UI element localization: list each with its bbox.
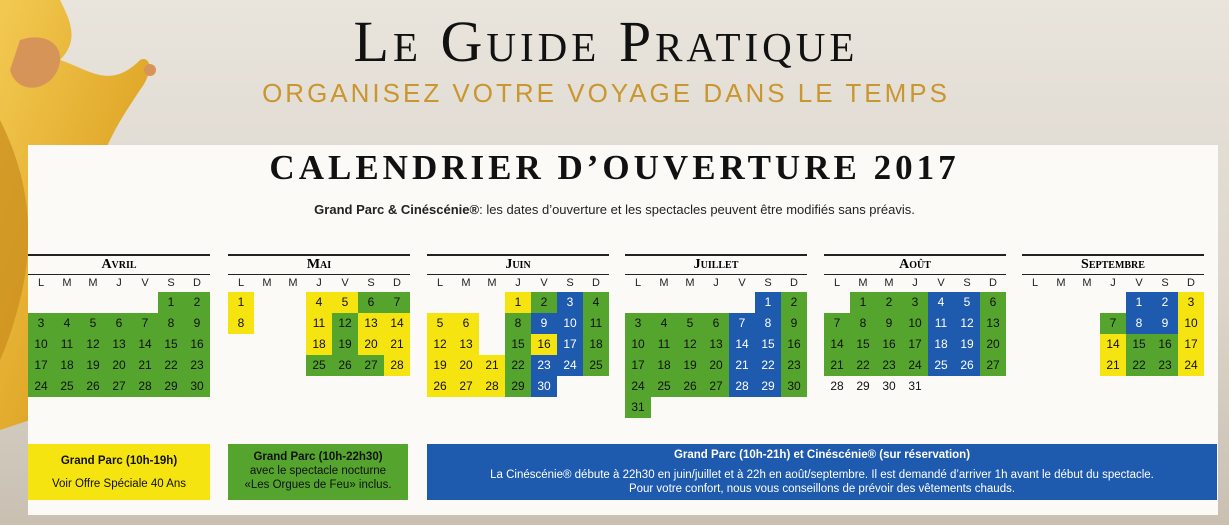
- empty-cell: [1074, 292, 1100, 313]
- month-name: Septembre: [1022, 254, 1204, 275]
- calendar-title: CALENDRIER D’OUVERTURE 2017: [269, 148, 960, 187]
- day-cell: 20: [453, 355, 479, 376]
- day-cell: 25: [583, 355, 609, 376]
- day-cell: 27: [703, 376, 729, 397]
- weekday-header: [28, 275, 210, 292]
- day-cell: 30: [781, 376, 807, 397]
- day-cell: 27: [980, 355, 1006, 376]
- day-cell: 10: [902, 313, 928, 334]
- empty-cell: [254, 334, 280, 355]
- legend-green-head: Grand Parc (10h-22h30): [253, 451, 383, 463]
- day-cell: 30: [531, 376, 557, 397]
- day-cell: 2: [184, 292, 210, 313]
- weekday-label: J: [116, 277, 122, 289]
- day-cell: 13: [703, 334, 729, 355]
- empty-cell: [1100, 376, 1126, 397]
- weekday-label: D: [1187, 277, 1195, 289]
- empty-cell: [625, 292, 651, 313]
- day-cell: 26: [80, 376, 106, 397]
- day-cell: 9: [876, 313, 902, 334]
- day-cell: 27: [106, 376, 132, 397]
- weekday-label: V: [738, 277, 746, 289]
- day-cell: 27: [358, 355, 384, 376]
- weekday-label: L: [237, 277, 245, 289]
- day-cell: 8: [755, 313, 781, 334]
- empty-cell: [132, 292, 158, 313]
- notice-text: : les dates d’ouverture et les spectacles peuvent être modifiés sans préavis.: [479, 202, 915, 217]
- empty-cell: [80, 292, 106, 313]
- day-cell: 26: [954, 355, 980, 376]
- weekday-label: D: [790, 277, 798, 289]
- empty-cell: [1048, 376, 1074, 397]
- day-cell: 11: [583, 313, 609, 334]
- day-cell: 28: [384, 355, 410, 376]
- weekday-label: M: [884, 277, 894, 289]
- day-cell: 24: [625, 376, 651, 397]
- day-cell: 24: [557, 355, 583, 376]
- day-cell: 25: [651, 376, 677, 397]
- month-juillet: [625, 254, 807, 418]
- day-cell: 1: [1126, 292, 1152, 313]
- day-cell: 21: [824, 355, 850, 376]
- weekday-label: D: [989, 277, 997, 289]
- empty-cell: [28, 292, 54, 313]
- day-cell: 14: [1100, 334, 1126, 355]
- day-cell: 4: [583, 292, 609, 313]
- month-juin: [427, 254, 609, 397]
- day-cell: 11: [651, 334, 677, 355]
- weekday-header: [1022, 275, 1204, 292]
- empty-cell: [280, 292, 306, 313]
- day-cell: 26: [332, 355, 358, 376]
- empty-cell: [677, 292, 703, 313]
- day-cell: 6: [106, 313, 132, 334]
- day-cell: 12: [677, 334, 703, 355]
- day-cell: 18: [306, 334, 332, 355]
- calendar-notice: [0, 202, 1229, 217]
- weekday-label: D: [592, 277, 600, 289]
- day-cell: 31: [908, 379, 922, 393]
- page-subtitle: ORGANISEZ VOTRE VOYAGE DANS LE TEMPS: [262, 78, 950, 108]
- empty-cell: [651, 292, 677, 313]
- empty-cell: [1074, 376, 1100, 397]
- day-cell: 9: [1152, 313, 1178, 334]
- weekday-label: M: [62, 277, 72, 289]
- day-cell: 28: [830, 379, 844, 393]
- legend-green: [228, 444, 408, 500]
- day-cell: 16: [876, 334, 902, 355]
- day-cell: 21: [729, 355, 755, 376]
- empty-cell: [703, 292, 729, 313]
- day-cell: 14: [384, 313, 410, 334]
- weekday-label: S: [367, 277, 375, 289]
- empty-cell: [1048, 334, 1074, 355]
- day-cell: 8: [158, 313, 184, 334]
- empty-cell: [427, 292, 453, 313]
- empty-cell: [1022, 292, 1048, 313]
- weekday-label: L: [634, 277, 642, 289]
- weekday-label: M: [487, 277, 497, 289]
- day-cell: 18: [928, 334, 954, 355]
- day-cell: 25: [306, 355, 332, 376]
- day-cell: 3: [625, 313, 651, 334]
- day-grid: [228, 292, 410, 376]
- day-cell: 28: [132, 376, 158, 397]
- day-cell: 23: [531, 355, 557, 376]
- month-avril: [28, 254, 210, 397]
- legend-green-line2: «Les Orgues de Feu» inclus.: [244, 479, 392, 491]
- empty-cell: [479, 292, 505, 313]
- month-name: Juillet: [625, 254, 807, 275]
- weekday-label: D: [393, 277, 401, 289]
- day-cell: 22: [505, 355, 531, 376]
- day-cell: 25: [54, 376, 80, 397]
- weekday-label: V: [1135, 277, 1143, 289]
- month-name: Avril: [28, 254, 210, 275]
- weekday-label: M: [288, 277, 298, 289]
- weekday-header: [625, 275, 807, 292]
- weekday-header: [824, 275, 1006, 292]
- legend-blue-head: Grand Parc (10h-21h) et Cinéscénie® (sur réservation): [673, 449, 971, 461]
- day-cell: 21: [479, 355, 505, 376]
- day-cell: 5: [677, 313, 703, 334]
- weekday-label: L: [1031, 277, 1039, 289]
- empty-cell: [1126, 376, 1152, 397]
- empty-cell: [1074, 355, 1100, 376]
- day-cell: 4: [928, 292, 954, 313]
- day-cell: 12: [427, 334, 453, 355]
- weekday-label: J: [316, 277, 322, 289]
- legend-blue-line2: Pour votre confort, nous vous conseillons de prévoir des vêtements chauds.: [628, 483, 1016, 495]
- day-grid: [1022, 292, 1204, 397]
- day-cell: 22: [850, 355, 876, 376]
- day-cell: 16: [531, 334, 557, 355]
- day-cell: 5: [427, 313, 453, 334]
- weekday-label: L: [37, 277, 45, 289]
- day-cell: 12: [332, 313, 358, 334]
- day-cell: 10: [625, 334, 651, 355]
- weekday-label: J: [515, 277, 521, 289]
- day-cell: 9: [531, 313, 557, 334]
- weekday-label: J: [1110, 277, 1116, 289]
- day-cell: 19: [954, 334, 980, 355]
- day-cell: 17: [28, 355, 54, 376]
- day-cell: 7: [384, 292, 410, 313]
- day-cell: 20: [106, 355, 132, 376]
- weekday-label: L: [436, 277, 444, 289]
- day-cell: 18: [651, 355, 677, 376]
- day-cell: 30: [882, 379, 896, 393]
- day-cell: 15: [505, 334, 531, 355]
- empty-cell: [280, 313, 306, 334]
- weekday-label: D: [193, 277, 201, 289]
- legend-yellow-line: Voir Offre Spéciale 40 Ans: [51, 478, 187, 490]
- weekday-label: S: [764, 277, 772, 289]
- empty-cell: [479, 334, 505, 355]
- day-cell: 3: [902, 292, 928, 313]
- day-cell: 11: [54, 334, 80, 355]
- day-cell: 15: [1126, 334, 1152, 355]
- day-cell: 18: [54, 355, 80, 376]
- day-cell: 17: [625, 355, 651, 376]
- day-cell: 21: [132, 355, 158, 376]
- day-cell: 8: [850, 313, 876, 334]
- legend-blue: [427, 444, 1217, 500]
- day-cell: 22: [755, 355, 781, 376]
- day-cell: 20: [358, 334, 384, 355]
- empty-cell: [280, 334, 306, 355]
- empty-cell: [1074, 334, 1100, 355]
- day-grid: [625, 292, 807, 418]
- month-août: [824, 254, 1006, 397]
- day-cell: 6: [703, 313, 729, 334]
- day-cell: 3: [28, 313, 54, 334]
- day-cell: 29: [755, 376, 781, 397]
- weekday-label: M: [685, 277, 695, 289]
- empty-cell: [254, 355, 280, 376]
- legend-blue-line1: La Cinéscénie® débute à 22h30 en juin/juillet et à 22h en août/septembre. Il est demandé d’arriver 1h avant le début du spectacle.: [490, 469, 1154, 481]
- empty-cell: [106, 292, 132, 313]
- weekday-label: M: [858, 277, 868, 289]
- day-cell: 1: [850, 292, 876, 313]
- day-cell: 18: [583, 334, 609, 355]
- weekday-label: S: [167, 277, 175, 289]
- weekday-header: [228, 275, 410, 292]
- day-cell: 11: [306, 313, 332, 334]
- empty-cell: [1048, 313, 1074, 334]
- day-grid: [427, 292, 609, 397]
- day-cell: 13: [980, 313, 1006, 334]
- day-cell: 3: [1178, 292, 1204, 313]
- day-cell: 3: [557, 292, 583, 313]
- day-cell: 9: [781, 313, 807, 334]
- day-cell: 24: [1178, 355, 1204, 376]
- empty-cell: [54, 292, 80, 313]
- day-cell: 19: [332, 334, 358, 355]
- day-cell: 19: [427, 355, 453, 376]
- day-cell: 29: [158, 376, 184, 397]
- day-cell: 10: [1178, 313, 1204, 334]
- legend-yellow-head: Grand Parc (10h-19h): [60, 455, 178, 467]
- page-title: Le Guide Pratique: [353, 9, 859, 74]
- day-cell: 24: [902, 355, 928, 376]
- day-cell: 16: [184, 334, 210, 355]
- day-cell: 13: [358, 313, 384, 334]
- empty-cell: [1048, 355, 1074, 376]
- day-cell: 4: [54, 313, 80, 334]
- day-cell: 23: [781, 355, 807, 376]
- day-cell: 2: [876, 292, 902, 313]
- empty-cell: [1048, 292, 1074, 313]
- notice-bold: Grand Parc & Cinéscénie®: [314, 202, 480, 217]
- day-cell: 21: [1100, 355, 1126, 376]
- day-cell: 4: [651, 313, 677, 334]
- day-cell: 23: [876, 355, 902, 376]
- day-cell: 12: [80, 334, 106, 355]
- weekday-label: L: [833, 277, 841, 289]
- day-cell: 12: [954, 313, 980, 334]
- day-cell: 28: [479, 376, 505, 397]
- day-cell: 31: [625, 397, 651, 418]
- weekday-label: M: [659, 277, 669, 289]
- empty-cell: [228, 355, 254, 376]
- weekday-label: V: [540, 277, 548, 289]
- day-cell: 21: [384, 334, 410, 355]
- day-cell: 13: [453, 334, 479, 355]
- day-cell: 4: [306, 292, 332, 313]
- empty-cell: [1100, 292, 1126, 313]
- empty-cell: [479, 313, 505, 334]
- day-cell: 1: [158, 292, 184, 313]
- day-cell: 17: [1178, 334, 1204, 355]
- weekday-label: V: [937, 277, 945, 289]
- month-septembre: [1022, 254, 1204, 397]
- day-cell: 8: [228, 313, 254, 334]
- day-cell: 28: [729, 376, 755, 397]
- day-cell: 17: [557, 334, 583, 355]
- weekday-header: [427, 275, 609, 292]
- day-cell: 15: [850, 334, 876, 355]
- weekday-label: V: [141, 277, 149, 289]
- day-cell: 8: [1126, 313, 1152, 334]
- weekday-label: M: [1082, 277, 1092, 289]
- day-cell: 29: [856, 379, 870, 393]
- day-cell: 22: [1126, 355, 1152, 376]
- day-cell: 8: [505, 313, 531, 334]
- weekday-label: M: [461, 277, 471, 289]
- day-grid: [824, 292, 1006, 397]
- empty-cell: [453, 292, 479, 313]
- day-cell: 9: [184, 313, 210, 334]
- day-cell: 1: [228, 292, 254, 313]
- empty-cell: [824, 292, 850, 313]
- day-cell: 1: [755, 292, 781, 313]
- empty-cell: [1022, 355, 1048, 376]
- weekday-label: J: [713, 277, 719, 289]
- day-cell: 20: [703, 355, 729, 376]
- day-cell: 19: [677, 355, 703, 376]
- day-cell: 2: [531, 292, 557, 313]
- day-cell: 1: [505, 292, 531, 313]
- empty-cell: [1152, 376, 1178, 397]
- weekday-label: S: [566, 277, 574, 289]
- day-cell: 24: [28, 376, 54, 397]
- day-cell: 26: [677, 376, 703, 397]
- day-cell: 25: [928, 355, 954, 376]
- day-cell: 7: [132, 313, 158, 334]
- day-cell: 23: [184, 355, 210, 376]
- day-cell: 7: [729, 313, 755, 334]
- legend-yellow: [28, 444, 210, 500]
- empty-cell: [254, 313, 280, 334]
- empty-cell: [280, 355, 306, 376]
- day-cell: 5: [954, 292, 980, 313]
- weekday-label: J: [912, 277, 918, 289]
- day-cell: 2: [781, 292, 807, 313]
- weekday-label: S: [963, 277, 971, 289]
- weekday-label: S: [1161, 277, 1169, 289]
- empty-cell: [254, 292, 280, 313]
- day-cell: 15: [158, 334, 184, 355]
- month-mai: [228, 254, 410, 376]
- day-cell: 10: [28, 334, 54, 355]
- day-cell: 6: [453, 313, 479, 334]
- month-name: Juin: [427, 254, 609, 275]
- day-cell: 16: [781, 334, 807, 355]
- day-cell: 16: [1152, 334, 1178, 355]
- weekday-label: M: [262, 277, 272, 289]
- day-cell: 20: [980, 334, 1006, 355]
- month-name: Août: [824, 254, 1006, 275]
- day-cell: 29: [505, 376, 531, 397]
- empty-cell: [1074, 313, 1100, 334]
- empty-cell: [1022, 334, 1048, 355]
- day-cell: 6: [358, 292, 384, 313]
- weekday-label: M: [88, 277, 98, 289]
- day-cell: 5: [80, 313, 106, 334]
- day-cell: 6: [980, 292, 1006, 313]
- empty-cell: [729, 292, 755, 313]
- day-cell: 2: [1152, 292, 1178, 313]
- day-cell: 7: [824, 313, 850, 334]
- day-cell: 15: [755, 334, 781, 355]
- day-cell: 27: [453, 376, 479, 397]
- day-cell: 7: [1100, 313, 1126, 334]
- day-cell: 14: [729, 334, 755, 355]
- empty-cell: [1022, 313, 1048, 334]
- day-cell: 26: [427, 376, 453, 397]
- day-cell: 30: [184, 376, 210, 397]
- day-cell: 23: [1152, 355, 1178, 376]
- empty-cell: [228, 334, 254, 355]
- empty-cell: [1022, 376, 1048, 397]
- day-cell: 11: [928, 313, 954, 334]
- month-name: Mai: [228, 254, 410, 275]
- legend-green-line1: avec le spectacle nocturne: [249, 465, 387, 477]
- day-grid: [28, 292, 210, 397]
- day-cell: 19: [80, 355, 106, 376]
- day-cell: 14: [824, 334, 850, 355]
- day-cell: 22: [158, 355, 184, 376]
- day-cell: 17: [902, 334, 928, 355]
- day-cell: 10: [557, 313, 583, 334]
- weekday-label: M: [1056, 277, 1066, 289]
- day-cell: 5: [332, 292, 358, 313]
- weekday-label: V: [341, 277, 349, 289]
- day-cell: 14: [132, 334, 158, 355]
- day-cell: 13: [106, 334, 132, 355]
